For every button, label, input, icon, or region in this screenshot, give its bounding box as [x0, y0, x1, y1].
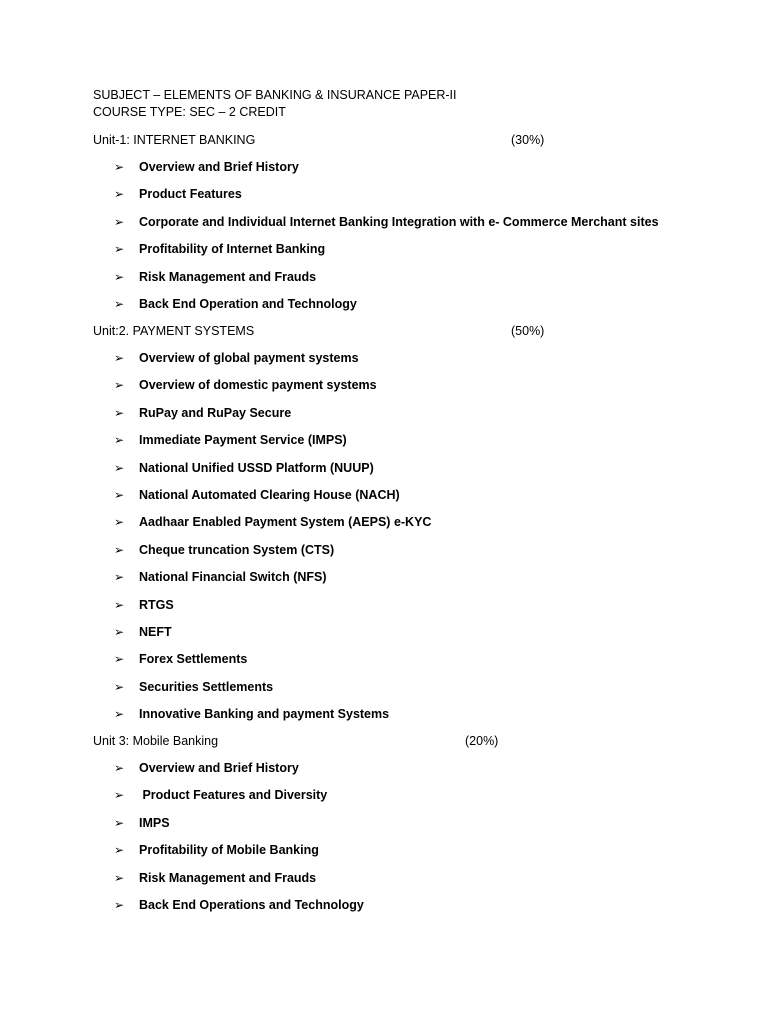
arrow-bullet-icon: ➢ — [114, 761, 125, 775]
topic-text: Profitability of Mobile Banking — [139, 843, 319, 858]
unit-3-topic-list — [114, 759, 364, 923]
arrow-bullet-icon: ➢ — [114, 214, 125, 229]
topic-text: Product Features — [139, 187, 242, 202]
arrow-bullet-icon: ➢ — [114, 487, 125, 502]
arrow-bullet-icon: ➢ — [114, 405, 125, 420]
list-item — [114, 623, 431, 650]
list-item — [114, 213, 659, 240]
list-item — [114, 404, 431, 431]
topic-text: Cheque truncation System (CTS) — [139, 542, 335, 557]
unit-2-heading — [93, 322, 593, 340]
list-item — [114, 268, 659, 295]
arrow-bullet-icon: ➢ — [114, 870, 125, 885]
list-item — [114, 814, 364, 841]
arrow-bullet-icon: ➢ — [114, 242, 125, 257]
unit-title: Unit:2. PAYMENT SYSTEMS — [93, 324, 255, 338]
topic-text: Corporate and Individual Internet Banking Integration with e- Commerce Merchant sites — [139, 214, 659, 229]
unit-2-topic-list — [114, 349, 431, 732]
topic-text: NEFT — [139, 624, 172, 639]
arrow-bullet-icon: ➢ — [114, 707, 125, 722]
topic-text: Innovative Banking and payment Systems — [139, 707, 390, 722]
topic-text: Product Features and Diversity — [139, 788, 328, 803]
course-type-line: COURSE TYPE: SEC – 2 CREDIT — [93, 105, 286, 119]
unit-1-topic-list — [114, 158, 659, 322]
arrow-bullet-icon: ➢ — [114, 788, 125, 803]
arrow-bullet-icon: ➢ — [114, 187, 125, 202]
topic-text: Overview and Brief History — [139, 761, 299, 775]
list-item — [114, 349, 431, 376]
arrow-bullet-icon: ➢ — [114, 624, 125, 639]
arrow-bullet-icon: ➢ — [114, 378, 125, 393]
list-item — [114, 705, 431, 732]
arrow-bullet-icon: ➢ — [114, 815, 125, 830]
arrow-bullet-icon: ➢ — [114, 460, 125, 475]
arrow-bullet-icon: ➢ — [114, 542, 125, 557]
arrow-bullet-icon: ➢ — [114, 433, 125, 448]
topic-text: Overview of domestic payment systems — [139, 378, 377, 393]
arrow-bullet-icon: ➢ — [114, 679, 125, 694]
list-item — [114, 896, 364, 923]
list-item — [114, 596, 431, 623]
topic-text: Overview of global payment systems — [139, 351, 359, 365]
list-item — [114, 376, 431, 403]
topic-text: RuPay and RuPay Secure — [139, 405, 292, 420]
unit-title: Unit 3: Mobile Banking — [93, 734, 219, 748]
unit-3-heading — [93, 732, 593, 750]
arrow-bullet-icon: ➢ — [114, 652, 125, 667]
topic-text: Forex Settlements — [139, 652, 248, 667]
list-item — [114, 541, 431, 568]
topic-text: Aadhaar Enabled Payment System (AEPS) e-KYC — [139, 515, 432, 530]
list-item — [114, 185, 659, 212]
document-header — [93, 87, 457, 121]
list-item — [114, 486, 431, 513]
arrow-bullet-icon: ➢ — [114, 897, 125, 912]
list-item — [114, 650, 431, 677]
topic-text: Back End Operation and Technology — [139, 296, 357, 311]
unit-weight: (20%) — [465, 734, 499, 748]
list-item — [114, 240, 659, 267]
unit-1-heading — [93, 131, 593, 149]
list-item — [114, 786, 364, 813]
arrow-bullet-icon: ➢ — [114, 160, 125, 174]
list-item — [114, 513, 431, 540]
topic-text: IMPS — [139, 815, 170, 830]
unit-weight: (50%) — [511, 324, 545, 338]
topic-text: Back End Operations and Technology — [139, 897, 364, 912]
list-item — [114, 841, 364, 868]
topic-text: National Unified USSD Platform (NUUP) — [139, 460, 374, 475]
arrow-bullet-icon: ➢ — [114, 597, 125, 612]
arrow-bullet-icon: ➢ — [114, 351, 125, 365]
topic-text: Securities Settlements — [139, 679, 274, 694]
list-item — [114, 759, 364, 786]
topic-text: Immediate Payment Service (IMPS) — [139, 433, 347, 448]
topic-text: Overview and Brief History — [139, 160, 299, 174]
subject-line: SUBJECT – ELEMENTS OF BANKING & INSURANCE PAPER-II — [93, 88, 457, 102]
topic-text: RTGS — [139, 597, 174, 612]
list-item — [114, 158, 659, 185]
arrow-bullet-icon: ➢ — [114, 296, 125, 311]
topic-text: National Automated Clearing House (NACH) — [139, 487, 400, 502]
topic-text: Risk Management and Frauds — [139, 269, 317, 284]
arrow-bullet-icon: ➢ — [114, 269, 125, 284]
list-item — [114, 295, 659, 322]
list-item — [114, 459, 431, 486]
topic-text: Profitability of Internet Banking — [139, 242, 326, 257]
list-item — [114, 568, 431, 595]
unit-weight: (30%) — [511, 133, 545, 147]
topic-text: National Financial Switch (NFS) — [139, 570, 327, 585]
arrow-bullet-icon: ➢ — [114, 570, 125, 585]
arrow-bullet-icon: ➢ — [114, 843, 125, 858]
list-item — [114, 431, 431, 458]
unit-title: Unit-1: INTERNET BANKING — [93, 133, 256, 147]
list-item — [114, 869, 364, 896]
list-item — [114, 678, 431, 705]
topic-text: Risk Management and Frauds — [139, 870, 317, 885]
arrow-bullet-icon: ➢ — [114, 515, 125, 530]
